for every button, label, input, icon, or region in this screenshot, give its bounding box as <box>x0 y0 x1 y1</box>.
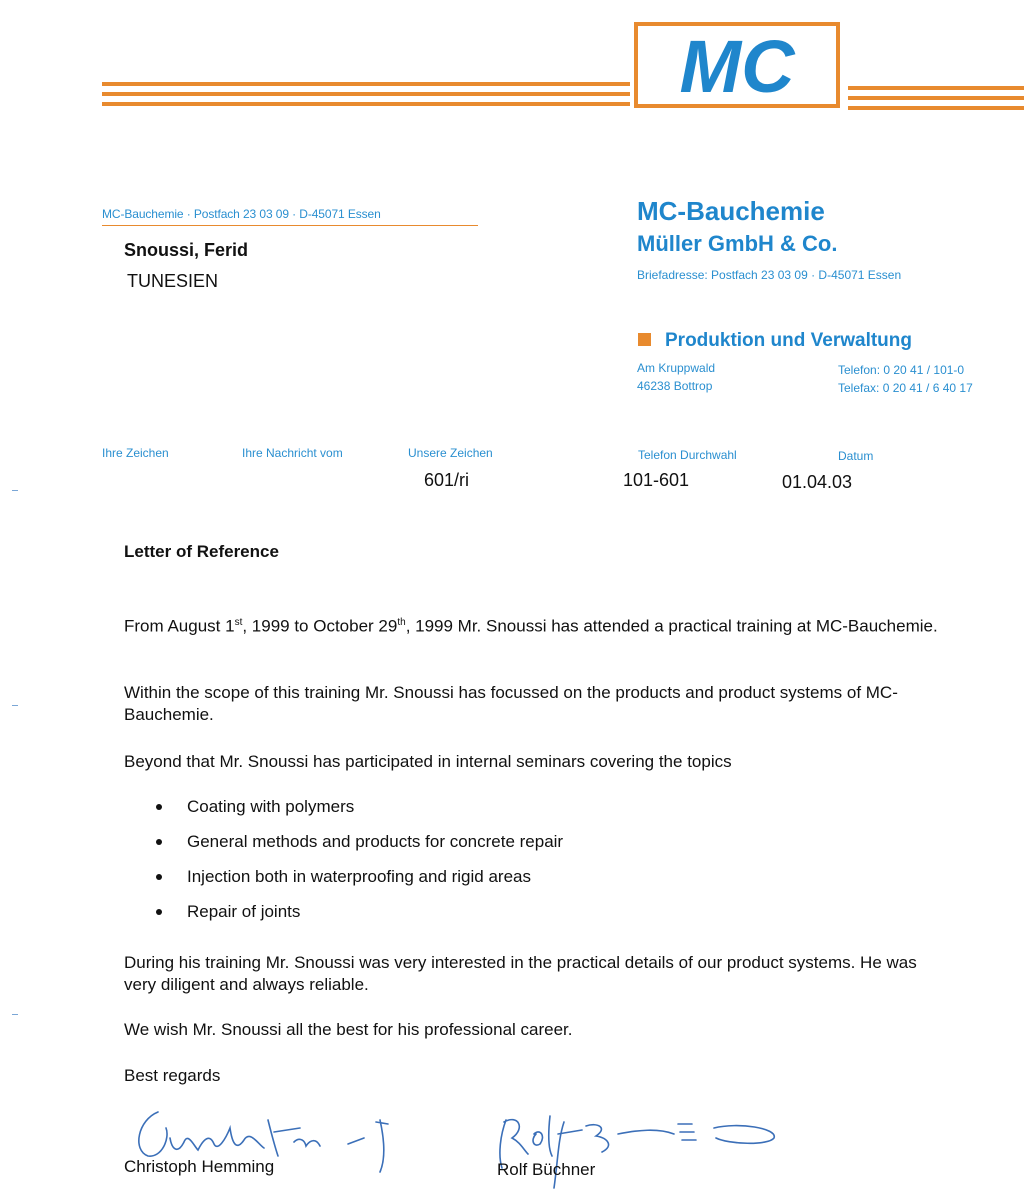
company-contact-block <box>838 361 973 397</box>
recipient-name: Snoussi, Ferid <box>124 240 249 260</box>
ref-durchwahl-label: Telefon Durchwahl <box>638 448 737 462</box>
ref-datum-value: 01.04.03 <box>782 472 853 492</box>
company-logo <box>634 22 840 108</box>
company-brief-address: Briefadresse: Postfach 23 03 09 · D-45071 Essen <box>637 268 902 282</box>
paragraph-seminars: Beyond that Mr. Snoussi has participated in internal seminars covering the topics <box>124 752 732 771</box>
ref-unsere-zeichen-value: 601/ri <box>424 470 470 490</box>
p1-part-a: From August 1 <box>124 616 235 636</box>
topics-list <box>124 796 563 936</box>
paragraph-wishes: We wish Mr. Snoussi all the best for his professional career. <box>124 1020 573 1039</box>
list-item: Repair of joints <box>124 901 563 936</box>
company-city: 46238 Bottrop <box>637 379 713 393</box>
company-phone: Telefon: 0 20 41 / 101-0 <box>838 363 965 377</box>
logo-text: MC <box>679 26 795 104</box>
paragraph-training-dates <box>124 612 944 638</box>
company-street: Am Kruppwald <box>637 361 716 375</box>
letter-subject: Letter of Reference <box>124 542 279 561</box>
company-fax: Telefax: 0 20 41 / 6 40 17 <box>838 381 973 395</box>
company-name-line1: MC-Bauchemie <box>637 196 825 226</box>
paragraph-scope: Within the scope of this training Mr. Snoussi has focussed on the products and product systems of MC-Bauchemie. <box>124 683 898 724</box>
company-name-line2: Müller GmbH & Co. <box>637 231 838 256</box>
list-item: Coating with polymers <box>124 796 563 831</box>
recipient-country: TUNESIEN <box>127 271 219 291</box>
signer-name-2: Rolf Büchner <box>497 1160 596 1179</box>
list-item: General methods and products for concrete repair <box>124 831 563 866</box>
p1-part-c: , 1999 Mr. Snoussi has attended a practical training at MC-Bauchemie. <box>405 616 938 636</box>
ref-ihre-nachricht-label: Ihre Nachricht vom <box>242 446 343 460</box>
sender-return-address: MC-Bauchemie · Postfach 23 03 09 · D-45071 Essen <box>102 207 478 226</box>
p1-sup-2: th <box>397 617 406 628</box>
division-square-icon <box>638 333 651 346</box>
division-title: Produktion und Verwaltung <box>665 330 912 351</box>
ref-unsere-zeichen-label: Unsere Zeichen <box>408 446 493 460</box>
signer-name-1: Christoph Hemming <box>124 1157 275 1176</box>
p1-sup-1: st <box>234 617 243 628</box>
list-item: Injection both in waterproofing and rigid areas <box>124 866 563 901</box>
company-street-block <box>637 359 715 395</box>
ref-durchwahl-value: 101-601 <box>623 470 690 490</box>
closing-text: Best regards <box>124 1066 221 1085</box>
p1-part-b: , 1999 to October 29 <box>242 616 398 636</box>
mc-logo-icon <box>638 26 836 104</box>
ref-datum-label: Datum <box>838 449 874 463</box>
paragraph-assessment: During his training Mr. Snoussi was very interested in the practical details of our product systems. He was very diligent and always reliable. <box>124 953 917 994</box>
signature-buechner-icon <box>478 1100 798 1195</box>
ref-ihre-zeichen-label: Ihre Zeichen <box>102 446 169 460</box>
